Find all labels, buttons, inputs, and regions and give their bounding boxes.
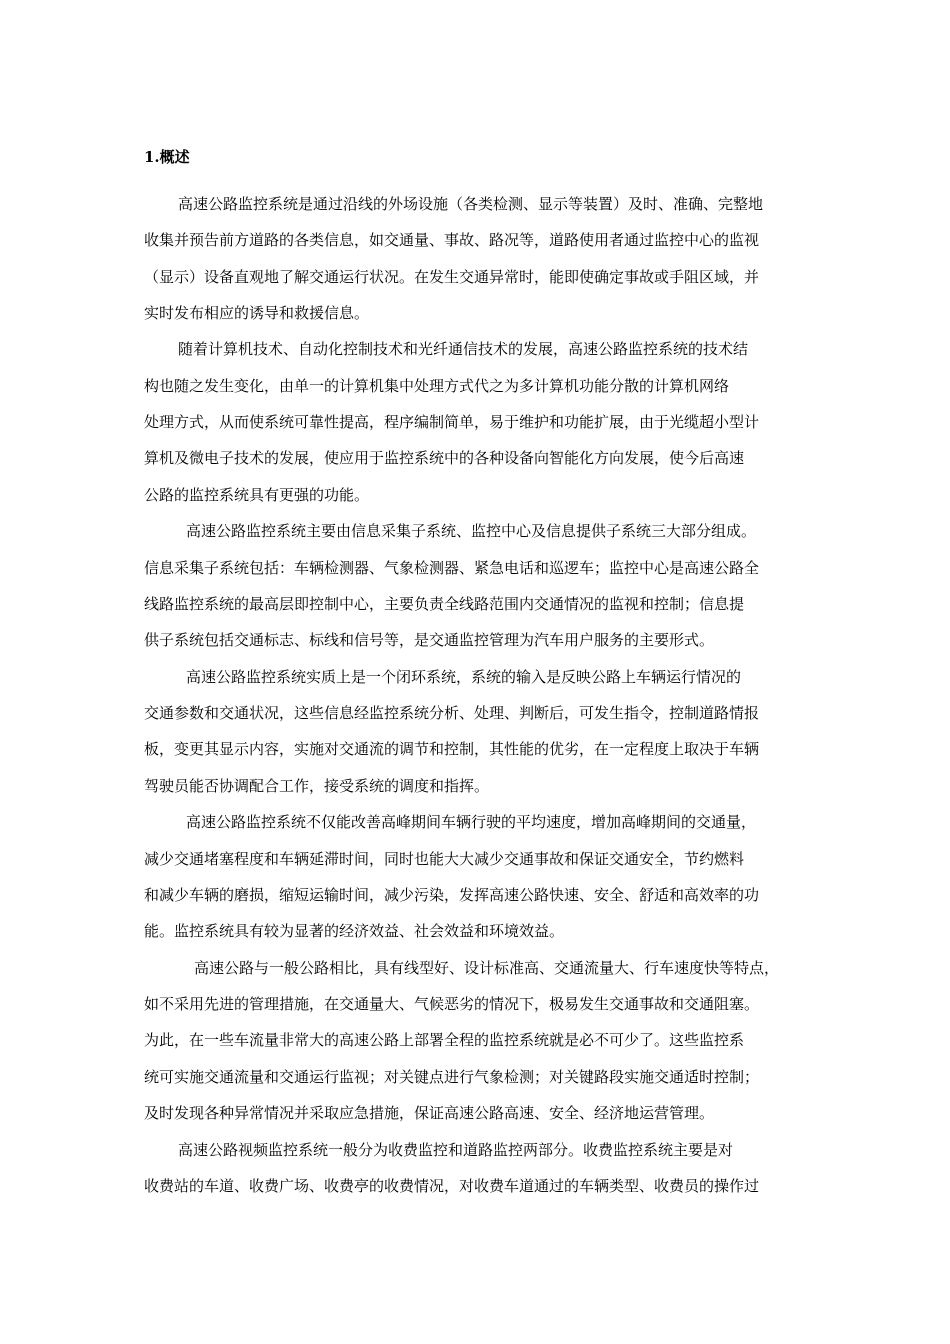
paragraph-6-line-2: 如不采用先进的管理措施，在交通量大、气候恶劣的情况下，极易发生交通事故和交通阻塞。 xyxy=(144,995,760,1013)
paragraph-2-line-5: 公路的监控系统具有更强的功能。 xyxy=(144,486,370,504)
paragraph-5-line-3: 和减少车辆的磨损，缩短运输时间，减少污染，发挥高速公路快速、安全、舒适和高效率的功 xyxy=(144,886,760,904)
section-heading: 1.概述 xyxy=(144,148,190,166)
paragraph-3-line-1: 高速公路监控系统主要由信息采集子系统、监控中心及信息提供子系统三大部分组成。 xyxy=(186,522,757,540)
paragraph-3-line-4: 供子系统包括交通标志、标线和信号等，是交通监控管理为汽车用户服务的主要形式。 xyxy=(144,631,715,649)
paragraph-2-line-3: 处理方式，从而使系统可靠性提高，程序编制简单，易于维护和功能扩展，由于光缆超小型计 xyxy=(144,413,760,431)
paragraph-6-line-5: 及时发现各种异常情况并采取应急措施，保证高速公路高速、安全、经济地运营管理。 xyxy=(144,1104,715,1122)
paragraph-7-line-2: 收费站的车道、收费广场、收费亭的收费情况，对收费车道通过的车辆类型、收费员的操作过 xyxy=(144,1177,760,1195)
paragraph-1-line-4: 实时发布相应的诱导和救援信息。 xyxy=(144,304,370,322)
paragraph-6-line-4: 统可实施交通流量和交通运行监视；对关键点进行气象检测；对关键路段实施交通适时控制； xyxy=(144,1068,760,1086)
paragraph-7-line-1: 高速公路视频监控系统一般分为收费监控和道路监控两部分。收费监控系统主要是对 xyxy=(178,1141,734,1159)
paragraph-4-line-3: 板，变更其显示内容，实施对交通流的调节和控制，其性能的优劣，在一定程度上取决于车辆 xyxy=(144,740,760,758)
paragraph-1-line-3: （显示）设备直观地了解交通运行状况。在发生交通异常时，能即使确定事故或手阻区域，并 xyxy=(144,268,760,286)
paragraph-4-line-1: 高速公路监控系统实质上是一个闭环系统，系统的输入是反映公路上车辆运行情况的 xyxy=(186,668,742,686)
paragraph-3-line-2: 信息采集子系统包括：车辆检测器、气象检测器、紧急电话和巡逻车；监控中心是高速公路全 xyxy=(144,559,760,577)
paragraph-2-line-1: 随着计算机技术、自动化控制技术和光纤通信技术的发展，高速公路监控系统的技术结 xyxy=(178,340,749,358)
paragraph-5-line-2: 减少交通堵塞程度和车辆延滞时间，同时也能大大减少交通事故和保证交通安全，节约燃料 xyxy=(144,850,745,868)
paragraph-6-line-1: 高速公路与一般公路相比，具有线型好、设计标准高、交通流量大、行车速度快等特点， xyxy=(194,959,780,977)
paragraph-5-line-4: 能。监控系统具有较为显著的经济效益、社会效益和环境效益。 xyxy=(144,922,565,940)
paragraph-4-line-4: 驾驶员能否协调配合工作，接受系统的调度和指挥。 xyxy=(144,777,490,795)
paragraph-3-line-3: 线路监控系统的最高层即控制中心，主要负责全线路范围内交通情况的监视和控制；信息提 xyxy=(144,595,745,613)
paragraph-2-line-4: 算机及微电子技术的发展，使应用于监控系统中的各种设备向智能化方向发展，使今后高速 xyxy=(144,449,745,467)
paragraph-4-line-2: 交通参数和交通状况，这些信息经监控系统分析、处理、判断后，可发生指令，控制道路情报 xyxy=(144,704,760,722)
paragraph-6-line-3: 为此，在一些车流量非常大的高速公路上部署全程的监控系统就是必不可少了。这些监控系 xyxy=(144,1031,745,1049)
paragraph-5-line-1: 高速公路监控系统不仅能改善高峰期间车辆行驶的平均速度，增加高峰期间的交通量， xyxy=(186,813,757,831)
paragraph-2-line-2: 构也随之发生变化，由单一的计算机集中处理方式代之为多计算机功能分散的计算机网络 xyxy=(144,377,730,395)
paragraph-1-line-2: 收集并预告前方道路的各类信息，如交通量、事故、路况等，道路使用者通过监控中心的监视 xyxy=(144,231,760,249)
paragraph-1-line-1: 高速公路监控系统是通过沿线的外场设施（各类检测、显示等装置）及时、准确、完整地 xyxy=(178,195,764,213)
